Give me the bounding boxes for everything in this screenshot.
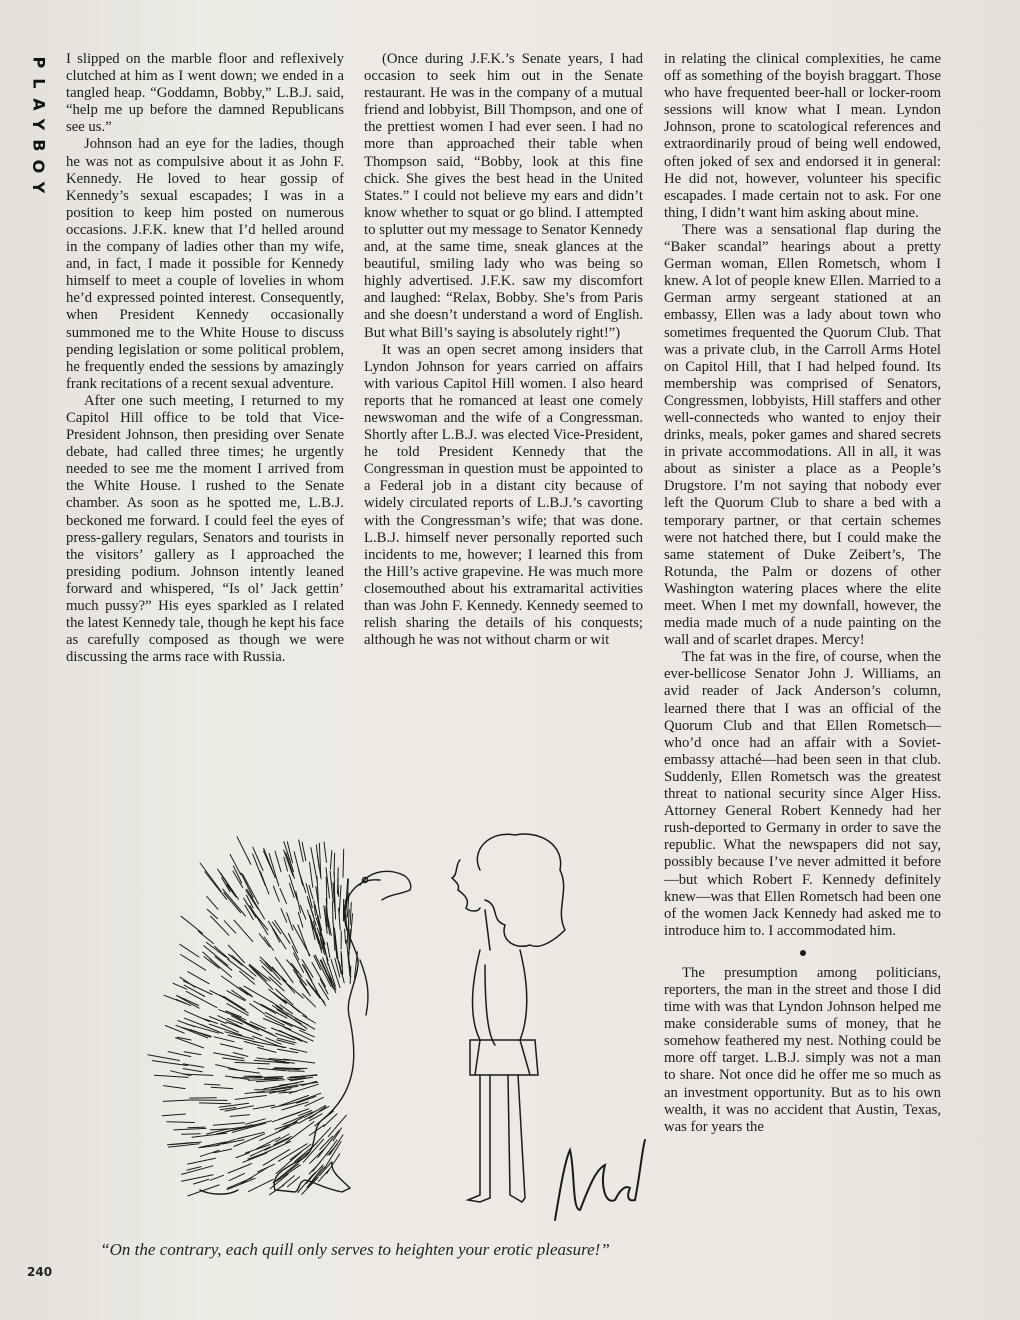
quill-stroke (330, 871, 333, 902)
quill-stroke (273, 886, 279, 901)
quill-stroke (235, 1062, 270, 1064)
quill-stroke (211, 916, 229, 935)
quill-stroke (205, 872, 227, 900)
paragraph: The fat was in the fire, of course, when the ever-bellicose Senator John J. Williams, an avid reader of Jack Anderson’s column, learned there that I was an official of the Quorum Club and that Ellen Rometsch—who’d once had an affair with a Soviet-embassy attaché—had been seen in that club. Suddenly, Ellen Rometsch was the greatest threat to national security since Alger Hiss. Attorney General Robert Kennedy had her rush-deported to Germany in order to save the republic. What the newspapers did not say, possibly because I’ve never admitted it before—but which Robert F. Kennedy definitely knew—was that Ellen Rometsch had been one of the women Jack Kennedy had asked me to introduce him to. I accommodated him. (664, 649, 941, 939)
quill-stroke (296, 892, 301, 913)
quill-stroke (281, 909, 287, 922)
quill-stroke (171, 1071, 191, 1076)
quill-stroke (228, 959, 255, 979)
woman-neck (485, 910, 490, 950)
cartoon-illustration (60, 790, 650, 1230)
quill-stroke (318, 1131, 339, 1158)
quill-stroke (200, 863, 221, 892)
cartoon-caption: “On the contrary, each quill only serves to heighten your erotic pleasure!” (100, 1240, 610, 1259)
quill-stroke (269, 977, 284, 991)
quill-stroke (270, 1174, 288, 1189)
quill-stroke (165, 1026, 184, 1034)
quill-stroke (209, 1017, 226, 1024)
quill-stroke (294, 852, 302, 885)
porcupine-snout (360, 871, 411, 900)
paragraph: After one such meeting, I returned to my Capitol Hill office to be told that Vice-President Johnson, then presiding over Senate debate, had called three times; he urgently needed to see me the moment I arrived from the White House. I rushed to the Senate chamber. As soon as he spotted me, L.B.J. beckoned me forward. I could feel the eyes of press-gallery regulars, Senators and tourists in the visitors’ gallery as I approached the presiding podium. Johnson intently leaned forward and whispered, “Is ol’ Jack gettin’ much pussy?” His eyes sparkled as I related the latest Kennedy tale, though he kept his face as carefully composed as though we were discussing the arms race with Russia. (66, 392, 344, 666)
quill-stroke (234, 920, 253, 941)
quill-stroke (181, 955, 206, 971)
paragraph: (Once during J.F.K.’s Senate years, I had occasion to seek him out in the Senate restaurant. He was in the company of a mutual friend and lobbyist, Bill Thompson, and one of the prettiest women I had ever seen. I had no more than approached their table when Thompson said, “Bobby, look at this fine chick. She gives the best head in the United States.” I could not believe my ears and didn’t know whether to squat or go blind. I attempted to splutter out my message to Senator Kennedy and, at the same time, sneak glances at the beautiful, smiling lady who was being so highly advertised. J.F.K. saw my discomfort and laughed: “Relax, Bobby. She’s from Paris and she doesn’t understand a word of English. But what Bill’s saying is absolutely right!”) (364, 51, 643, 341)
quill-stroke (216, 1065, 238, 1070)
masthead-letter: L (29, 78, 49, 89)
quill-stroke (200, 1150, 219, 1156)
quill-stroke (339, 885, 341, 913)
quill-stroke (188, 972, 210, 984)
quill-stroke (198, 931, 213, 943)
quill-stroke (258, 1048, 277, 1053)
text-column-3 (664, 51, 941, 1136)
quill-stroke (289, 883, 294, 897)
quill-stroke (207, 896, 218, 909)
quill-stroke (268, 921, 286, 949)
paragraph: It was an open secret among insiders that Lyndon Johnson for years carried on affairs with various Capitol Hill women. I also heard reports that he romanced at least one comely newswoman and the wife of a Congressman. Shortly after L.B.J. was elected Vice-President, he told President Kennedy that the Congressman in question must be appointed to a Federal job in a distant city because of widely circulated reports of L.B.J.’s cavorting with the Congressman’s wife; that was done. L.B.J. himself never personally reported such incidents to me, however; I learned this from the Hill’s active grapevine. He was much more closemouthed about his extramarital activities than was John F. Kennedy. Kennedy seemed to relish sharing the details of his conquests; although he was not without charm or wit (364, 341, 643, 649)
quill-stroke (275, 958, 293, 983)
quill-stroke (237, 837, 251, 865)
quill-stroke (302, 1081, 317, 1085)
quill-stroke (253, 854, 266, 885)
quill-stroke (229, 954, 243, 965)
quill-stroke (199, 1103, 230, 1104)
quill-stroke (191, 1030, 211, 1038)
quill-stroke (241, 873, 253, 897)
quill-stroke (266, 1077, 283, 1078)
quill-stroke (194, 1179, 209, 1184)
quill-stroke (181, 916, 203, 933)
section-break-bullet (800, 950, 806, 956)
quill-stroke (293, 925, 310, 956)
quill-stroke (173, 983, 187, 989)
quill-stroke (205, 1084, 221, 1085)
text-column-1 (66, 51, 344, 666)
quill-stroke (183, 1069, 202, 1072)
masthead-letter: Y (29, 118, 49, 131)
quill-stroke (188, 1158, 216, 1164)
quill-stroke (210, 1175, 223, 1180)
quill-stroke (232, 1016, 259, 1030)
quill-stroke (300, 905, 306, 919)
quill-stroke (259, 934, 269, 947)
quill-stroke (181, 1175, 213, 1182)
masthead-letter: O (29, 159, 49, 174)
quill-stroke (167, 1122, 195, 1123)
paragraph: The presumption among politicians, reporters, the man in the street and those I did time with was that Lyndon Johnson helped me make considerable sums of money, that he somehow feathered my nest. Nothing could be more off target. L.B.J. simply was not a man to share. Not once did he offer me so much as an investment opportunity. But as to his own wealth, it was no accident that Austin, Texas, was for years the (664, 964, 941, 1135)
woman-hair (477, 834, 565, 946)
woman-torso-left (473, 950, 481, 1075)
quill-stroke (294, 970, 309, 993)
quill-stroke (324, 842, 327, 862)
quill-stroke (345, 929, 346, 943)
quill-stroke (232, 955, 256, 976)
quill-stroke (220, 995, 248, 1013)
quill-stroke (155, 1075, 189, 1077)
quill-stroke (231, 1014, 253, 1026)
quill-stroke (152, 1061, 187, 1066)
porcupine-left-foot (200, 1190, 238, 1194)
quill-stroke (287, 913, 293, 930)
masthead-letter: Y (29, 181, 49, 193)
quill-stroke (211, 1087, 233, 1088)
quill-stroke (224, 921, 236, 933)
quill-stroke (163, 1100, 192, 1102)
quill-stroke (305, 1105, 326, 1117)
artist-signature (555, 1140, 645, 1220)
paragraph: There was a sensational flap during the “Baker scandal” hearings about a pretty German woman, Ellen Rometsch, whom I knew. A lot of people knew Ellen. Married to a German army sergeant stationed at an embassy, Ellen was a lady about town who sometimes frequented the Quorum Club. That was a private club, in the Carroll Arms Hotel on Capitol Hill, that I had helped found. Its membership was comprised of Senators, Congressmen, lobbyists, Hill staffers and other well-connecteds who wanted to enjoy their drinks, meals, poker games and shared secrets in private accommodations. All in all, it was about as sinister a place as a People’s Drugstore. I’m not saying that nobody ever left the Quorum Club to share a bed with a temporary partner, or that certain schemes were not hatched there, but I could make the same statement of Duke Zeibert’s, The Rotunda, the Palm or dozens of other Washington watering places where the elite meet. When I met my downfall, however, the media made much of a nude painting on the wall and of scarlet drapes. Mercy! (664, 221, 941, 649)
paragraph: Johnson had an eye for the ladies, though he was not as compulsive about it as John F. Kennedy. He loved to hear gossip of Kennedy’s sexual escapades; I was in a position to keep him posted on numerous occasions. J.F.K. knew that I’d helled around in the company of ladies other than my wife, and, in fact, I made it possible for Kennedy himself to meet a couple of lovelies in whom he’d expressed pointed interest. Consequently, when President Kennedy occasionally summoned me to the White House to discuss pending legislation or some political problem, he frequently ended the sessions by amazingly frank recitations of a recent sexual adventure. (66, 136, 344, 392)
woman-right-leg (508, 1075, 525, 1202)
quill-stroke (264, 937, 273, 950)
quill-stroke (253, 1105, 275, 1109)
quill-stroke (213, 1123, 244, 1126)
quill-stroke (164, 1086, 186, 1089)
quill-stroke (224, 893, 241, 913)
quill-stroke (229, 1069, 260, 1073)
quill-stroke (214, 1053, 244, 1059)
woman-face (452, 860, 480, 911)
quill-stroke (221, 1044, 243, 1049)
quill-stroke (214, 946, 229, 959)
quill-stroke (334, 883, 335, 919)
quill-stroke (236, 1153, 250, 1158)
quill-stroke (275, 851, 281, 872)
quill-stroke (240, 1168, 268, 1185)
quill-stroke (343, 849, 344, 877)
porcupine-drawing (148, 837, 411, 1196)
woman-arm (485, 965, 495, 1045)
paragraph: in relating the clinical complexities, he came off as something of the boyish braggart. Those who have frequented beer-hall or locker-room sessions will know what I mean. Lyndon Johnson, prone to scatological references and extraordinarily proud of being well endowed, often joked of sex and endorsed it in general: He did not, however, volunteer his specific escapades. I made certain not to ask. For one thing, I didn’t want him asking about mine. (664, 51, 941, 221)
quill-stroke (303, 994, 316, 1007)
quill-stroke (280, 889, 287, 904)
quill-stroke (307, 1167, 323, 1188)
masthead-letter: P (29, 56, 49, 69)
quill-stroke (249, 1179, 274, 1191)
quill-stroke (184, 1052, 201, 1055)
quill-stroke (333, 902, 334, 923)
quill-stroke (180, 944, 199, 957)
quill-stroke (228, 1164, 252, 1174)
quill-stroke (324, 1114, 337, 1127)
woman-left-leg (468, 1075, 490, 1202)
quill-stroke (162, 1114, 185, 1116)
playboy-masthead (27, 52, 49, 198)
quill-stroke (341, 951, 342, 966)
quill-stroke (240, 987, 252, 996)
quill-stroke (303, 1016, 316, 1024)
quill-stroke (284, 1000, 299, 1012)
quill-stroke (230, 1115, 249, 1117)
porcupine-arm (360, 960, 368, 1015)
quill-stroke (214, 1037, 234, 1042)
text-column-2 (364, 51, 643, 649)
masthead-letter: A (29, 97, 49, 111)
quill-stroke (235, 1096, 266, 1100)
quill-stroke (227, 991, 245, 1001)
quill-stroke (275, 921, 290, 944)
quill-stroke (148, 1055, 180, 1061)
quill-stroke (287, 1177, 299, 1187)
quill-stroke (330, 851, 331, 870)
quill-stroke (203, 952, 217, 965)
quill-stroke (327, 942, 330, 957)
quill-stroke (287, 960, 298, 973)
masthead-letter: B (29, 139, 49, 152)
quill-stroke (233, 1053, 248, 1057)
quill-stroke (350, 903, 351, 925)
quill-stroke (298, 912, 303, 927)
quill-stroke (188, 1127, 205, 1128)
page-number: 240 (27, 1265, 53, 1279)
quill-stroke (316, 934, 322, 953)
paragraph: I slipped on the marble floor and reflexively clutched at him as I went down; we ended in a tangled heap. “Goddamn, Bobby,” L.B.J. said, “help me up before the damned Republicans see us.” (66, 51, 344, 136)
woman-torso-right (520, 950, 530, 1075)
quill-stroke (316, 845, 319, 868)
quill-stroke (230, 854, 241, 874)
porcupine-quills (148, 837, 358, 1196)
quill-stroke (182, 1134, 201, 1135)
quill-stroke (229, 1173, 244, 1180)
quill-stroke (286, 853, 295, 879)
quill-stroke (310, 862, 313, 887)
quill-stroke (174, 1128, 206, 1130)
quill-stroke (244, 1042, 263, 1047)
woman-drawing (452, 834, 565, 1202)
